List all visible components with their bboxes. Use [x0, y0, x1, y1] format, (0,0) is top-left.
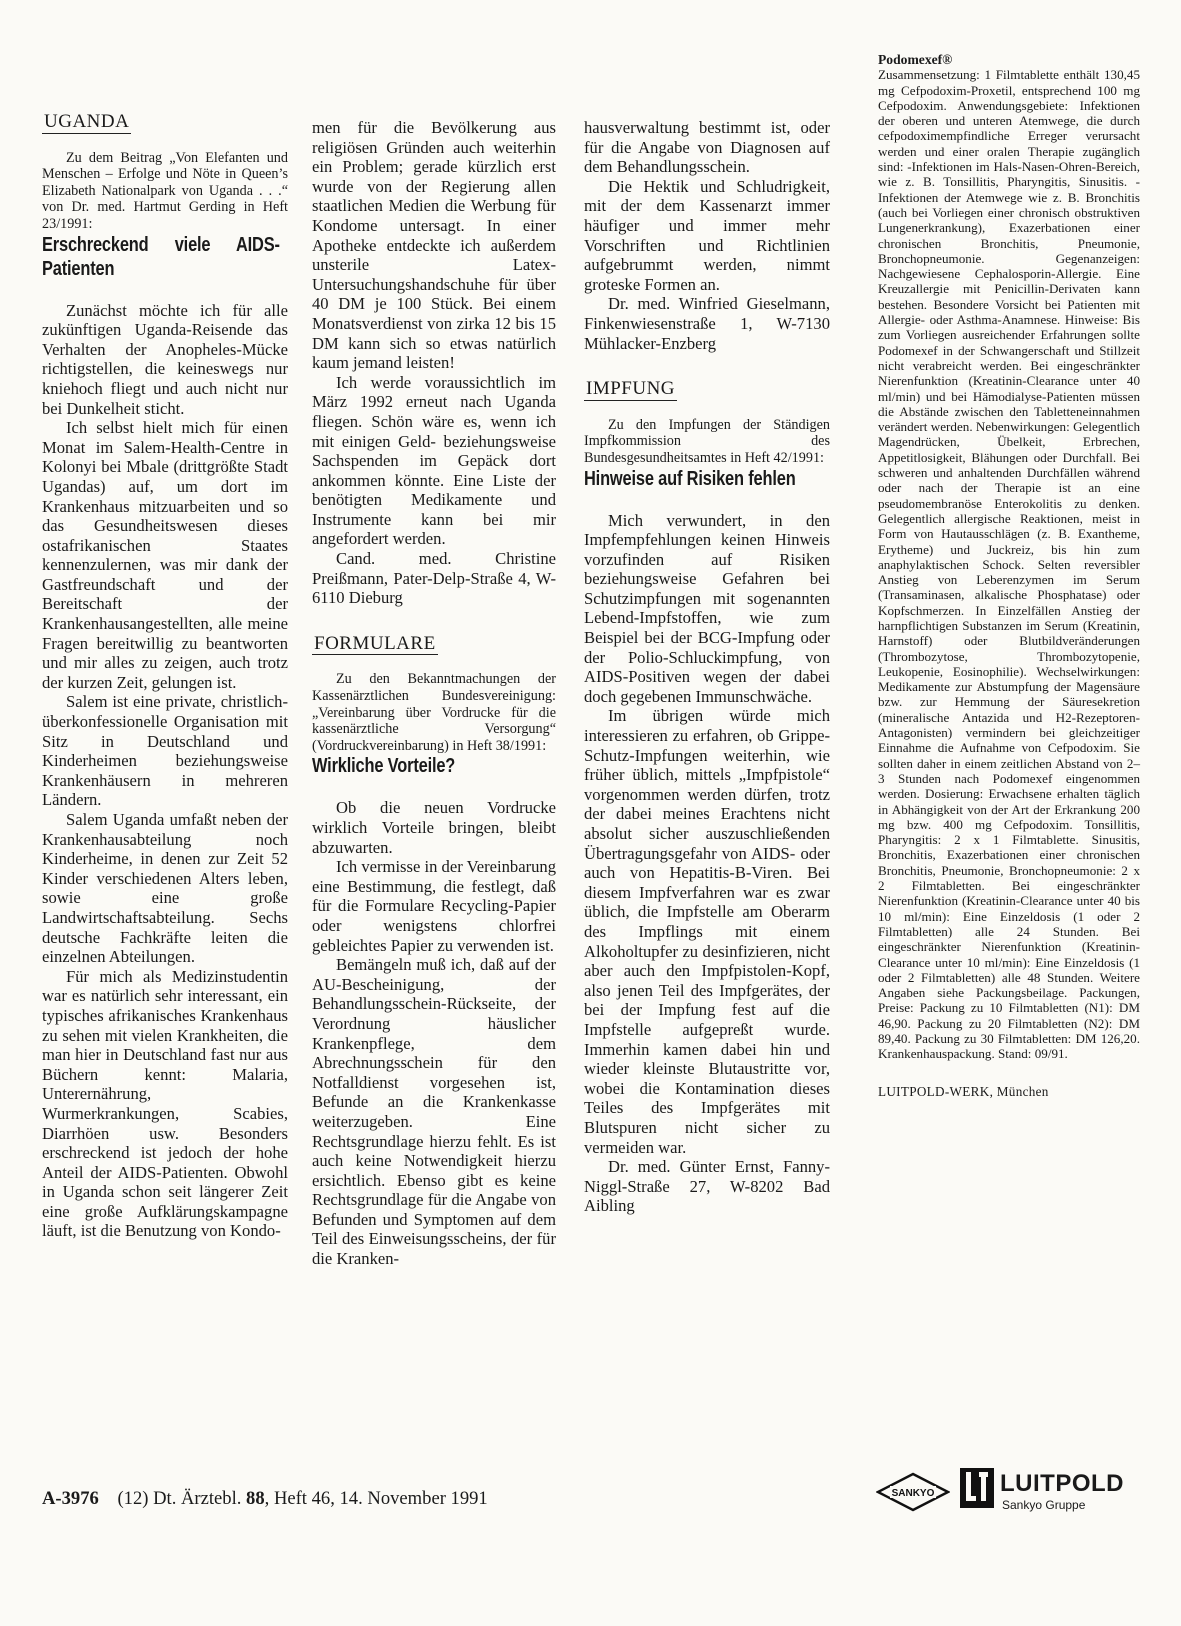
citation-volume: 88 — [246, 1488, 265, 1509]
paragraph: Zunächst möchte ich für alle zukünftigen Uganda-Reisende das Verhalten der Anopheles-Mücke richtigstellen, die keineswegs nur kniehoch fliegt und auch nicht nur bei Dunkelheit sticht. — [42, 300, 288, 418]
page-number: A-3976 — [42, 1488, 99, 1509]
section-title-uganda: UGANDA — [44, 111, 130, 132]
letter-signature: Dr. med. Günter Ernst, Fanny-Niggl-Straße 27, W-8202 Bad Aibling — [584, 1157, 830, 1216]
luitpold-wordmark: LUITPOLD — [1000, 1470, 1124, 1497]
letter-signature: Cand. med. Christine Preißmann, Pater-Delp-Straße 4, W-6110 Dieburg — [312, 549, 556, 608]
luitpold-subtitle: Sankyo Gruppe — [1002, 1498, 1086, 1512]
paragraph: Ich selbst hielt mich für einen Monat im Salem-Health-Centre in Kolonyi bei Mbale (drittgrößte Stadt Ugandas) auf, um dort im Krankenhaus mitzuarbeiten und so das Gesundheitswesen dieses ostafrikanischen Staates kennenzulernen, was mir dank der Gastfreundschaft und der Bereitschaft der Krankenhausangestellten, alle meine Fragen bereitwillig zu beantworten und mir alles zu zeigen, auch trotz der kurzen Zeit, gelungen ist. — [42, 418, 288, 692]
section-title-formulare: FORMULARE — [314, 632, 436, 654]
logos — [876, 1462, 1146, 1522]
column-middle — [312, 118, 556, 1269]
paragraph: men für die Bevölkerung aus religiösen Gründen auch weiterhin ein Problem; gerade kürzlich erst wurde von der Regierung allen staatlichen Medien die Werbung für Kondome untersagt. In einer Apotheke entdeckte ich außerdem unsterile Latex-Untersuchungshandschuhe für über 40 DM je 100 Stück. Bei einem Monatsverdienst von zirka 12 bis 15 DM kann sich so etwas natürlich kaum jemand leisten! — [312, 118, 556, 373]
paragraph: Für mich als Medizinstudentin war es natürlich sehr interessant, ein typisches afrikanisches Krankenhaus zu sehen mit vielen Krankheiten, die man hier in Deutschland fast nur aus Büchern kennt: Malaria, Unterernährung, Wurmerkrankungen, Scabies, Diarrhöen usw. Besonders erschreckend ist jedoch der hohe Anteil der AIDS-Patienten. Obwohl in Uganda schon seit längerer Zeit eine große Aufklärungskampagne läuft, ist die Benutzung von Kondo- — [42, 966, 288, 1241]
paragraph: Salem Uganda umfaßt neben der Krankenhausabteilung noch Kinderheime, in denen zur Zeit 52 Kinder verschiedenen Alters leben, sowie eine große Landwirtschaftsabteilung. Sechs deutsche Fachkräfte leiten die einzelnen Abteilungen. — [42, 810, 288, 967]
luitpold-mark-icon — [960, 1468, 994, 1508]
citation-issue: , Heft 46, 14. November 1991 — [264, 1488, 488, 1509]
citation-journal: (12) Dt. Ärztebl. — [117, 1488, 242, 1509]
paragraph: Ob die neuen Vordrucke wirklich Vorteile bringen, bleibt abzuwarten. — [312, 798, 556, 857]
intro-formulare: Zu den Bekanntmachungen der Kassenärztlichen Bundesvereinigung: „Vereinbarung über Vordrucke für die kassenärztliche Versorgung“ (Vordruckvereinbarung) in Heft 38/1991: — [312, 671, 556, 754]
column-uganda — [42, 112, 288, 1241]
paragraph: Mich verwundert, in den Impfempfehlungen keinen Hinweis vorzufinden auf Risiken beziehungsweise Gefahren bei Schutzimpfungen mit sogenannten Lebend-Impfstoffen, wie zum Beispiel bei der BCG-Impfung oder der Polio-Schluckimpfung, von AIDS-Positiven wegen der dabei doch gegebenen Immunschwäche. — [584, 510, 830, 706]
drug-advertisement — [878, 52, 1140, 1099]
paragraph: Die Hektik und Schludrigkeit, mit der dem Kassenarzt immer häufiger und immer mehr Vorschriften und Richtlinien aufgebrummt werden, nimmt groteske Formen an. — [584, 176, 830, 294]
sankyo-logo-icon — [876, 1472, 950, 1512]
intro-uganda: Zu dem Beitrag „Von Elefanten und Menschen – Erfolge und Nöte in Queen’s Elizabeth Nationalpark von Uganda . . .“ von Dr. med. Hartmut Gerding in Heft 23/1991: — [42, 149, 288, 232]
section-title-impfung: IMPFUNG — [586, 378, 676, 400]
headline-impfung: Hinweise auf Risiken fehlen — [584, 467, 796, 490]
paragraph: Salem ist eine private, christlich-überkonfessionelle Organisation mit Sitz in Deutschland und Kinderheimen beziehungsweise Krankenhäusern in mehreren Ländern. — [42, 692, 288, 810]
paragraph: Ich werde voraussichtlich im März 1992 erneut nach Uganda fliegen. Schön wäre es, wenn ich mit einigen Geld- beziehungsweise Sachspenden im Gepäck dort ankommen könnte. Eine Liste der benötigten Medikamente und Instrumente kann bei mir angefordert werden. — [312, 372, 556, 549]
paragraph: Ich vermisse in der Vereinbarung eine Bestimmung, die festlegt, daß für die Formulare Recycling-Papier oder wenigstens chlorfrei gebleichtes Papier zu verwenden ist. — [312, 857, 556, 955]
headline-uganda: Erschreckend viele AIDS-Patienten — [42, 233, 280, 280]
headline-formulare: Wirkliche Vorteile? — [312, 755, 456, 778]
sankyo-wordmark: SANKYO — [891, 1488, 935, 1499]
ad-manufacturer: LUITPOLD-WERK, München — [878, 1083, 1049, 1099]
paragraph: Bemängeln muß ich, daß auf der AU-Bescheinigung, der Behandlungsschein-Rückseite, der Verordnung häuslicher Krankenpflege, dem Abrechnungsschein für den Notfalldienst vorgesehen ist, Befunde an die Krankenkasse weiterzugeben. Eine Rechtsgrundlage hierzu fehlt. Es ist auch keine Notwendigkeit hierzu ersichtlich. Ebenso gibt es keine Rechtsgrundlage für die Angabe von Befunden und Symptomen auf dem Teil des Einweisungsscheins, der für die Kranken- — [312, 955, 556, 1269]
paragraph: Im übrigen würde mich interessieren zu erfahren, ob Grippe-Schutz-Impfungen weiterhin, wie früher üblich, mittels „Impfpistole“ vorgenommen werden dürfen, trotz der dabei meines Erachtens nicht absolut sicher auszuschließenden Übertragungsgefahr von AIDS- oder auch von Hepatitis-B-Viren. Bei diesem Impfverfahren war es zwar üblich, die Impfstelle am Oberarm des Impflings mit einem Alkoholtupfer zu desinfizieren, nicht aber auch den Impfpistolen-Kopf, also jenen Teil des Impfgerätes, der bei der Impfung fest auf die Impfstelle aufgepreßt wurde. Immerhin kamen dabei hin und wieder kleinste Blutaustritte vor, wobei die Kontamination dieses Teiles des Impfgerätes mit Blutspuren nicht sicher zu vermeiden war. — [584, 706, 830, 1157]
letter-signature: Dr. med. Winfried Gieselmann, Finkenwiesenstraße 1, W-7130 Mühlacker-Enzberg — [584, 294, 830, 353]
column-right-text — [584, 118, 830, 1216]
paragraph: hausverwaltung bestimmt ist, oder für die Angabe von Diagnosen auf dem Behandlungsschein. — [584, 118, 830, 177]
page-footer — [42, 1488, 488, 1510]
ad-product-title: Podomexef® — [878, 52, 953, 67]
ad-body: Zusammensetzung: 1 Filmtablette enthält 130,45 mg Cefpodoxim-Proxetil, entsprechend 100 mg Cefpodoxim. Anwendungsgebiete: Infektionen der oberen und unteren Atemwege, die durch cefpodoximempfindliche Erreger verursacht werden und einer oralen Therapie zugänglich sind: -Infektionen im Hals-Nasen-Ohren-Bereich, wie z. B. Tonsillitis, Pharyngitis, Sinusitis. -Infektionen der Atemwege wie z. B. Bronchitis (auch bei Vorliegen einer chronisch obstruktiven Lungenerkrankung), Exazerbationen einer chronischen Bronchitis, Pneumonie, Bronchopneumonie. Gegenanzeigen: Nachgewiesene Cephalosporin-Allergie. Eine Kreuzallergie mit Penicillin-Derivaten kann bestehen. Besondere Vorsicht bei Patienten mit Allergie- oder Asthma-Anamnese. Hinweise: Bis zum Vorliegen ausreichender Erfahrungen sollte Podomexef in der Schwangerschaft und Stillzeit nicht verabreicht werden. Bei eingeschränkter Nierenfunktion (Kreatinin-Clearance unter 40 ml/min) und bei Hämodialyse-Patienten müssen die Abstände zwischen den Tabletteneinnahmen verändert werden. Nebenwirkungen: Gelegentlich Magendrücken, Übelkeit, Erbrechen, Appetitlosigkeit, Blähungen oder Durchfall. Bei schweren und anhaltenden Durchfällen während oder nach der Therapie ist an eine pseudomembranöse Enterokolitis zu denken. Gelegentlich allergische Reaktionen, meist in Form von Hautausschlägen (z. B. Exantheme, Erytheme) und Juckreiz, bis hin zum anaphylaktischen Schock. Selten reversibler Anstieg von Leberenzymen im Serum (Transaminasen, alkalische Phosphatase) oder Kopfschmerzen. In Einzelfällen Anstieg der harnpflichtigen Substanzen im Serum (Kreatinin, Harnstoff) oder Blutbildveränderungen (Thrombozytose, Thrombozytopenie, Leukopenie, Eosinophilie). Wechselwirkungen: Medikamente zur Abstumpfung der Magensäure bzw. zur Hemmung der Säuresekretion (mineralische Antazida und H2-Rezeptoren-Antagonisten) vermindern bei gleichzeitiger Einnahme die Aufnahme von Cefpodoxim. Sie sollten daher in einem zeitlichen Abstand von 2–3 Stunden nach Podomexef eingenommen werden. Dosierung: Erwachsene erhalten täglich in Abhängigkeit von der Art der Erkrankung 200 mg bzw. 400 mg Cefpodoxim. Tonsillitis, Pharyngitis: 2 x 1 Filmtablette. Sinusitis, Bronchitis, Exazerbationen einer chronischen Bronchitis, Pneumonie, Bronchopneumonie: 2 x 2 Filmtabletten. Bei eingeschränkter Nierenfunktion (Kreatinin-Clearance unter 40 bis 10 ml/min): Eine Einzeldosis (1 oder 2 Filmtabletten) alle 24 Stunden. Bei eingeschränkter Nierenfunktion (Kreatinin-Clearance unter 10 ml/min): Eine Einzeldosis (1 oder 2 Filmtabletten) alle 48 Stunden. Weitere Angaben siehe Packungsbeilage. Packungen, Preise: Packung zu 10 Filmtabletten (N1): DM 46,90. Packung zu 20 Filmtabletten (N2): DM 89,40. Packung zu 30 Filmtabletten: DM 126,20. Krankenhauspackung. Stand: 09/91. — [878, 67, 1140, 1062]
intro-impfung: Zu den Impfungen der Ständigen Impfkommission des Bundesgesundheitsamtes in Heft 42/1991: — [584, 416, 830, 466]
